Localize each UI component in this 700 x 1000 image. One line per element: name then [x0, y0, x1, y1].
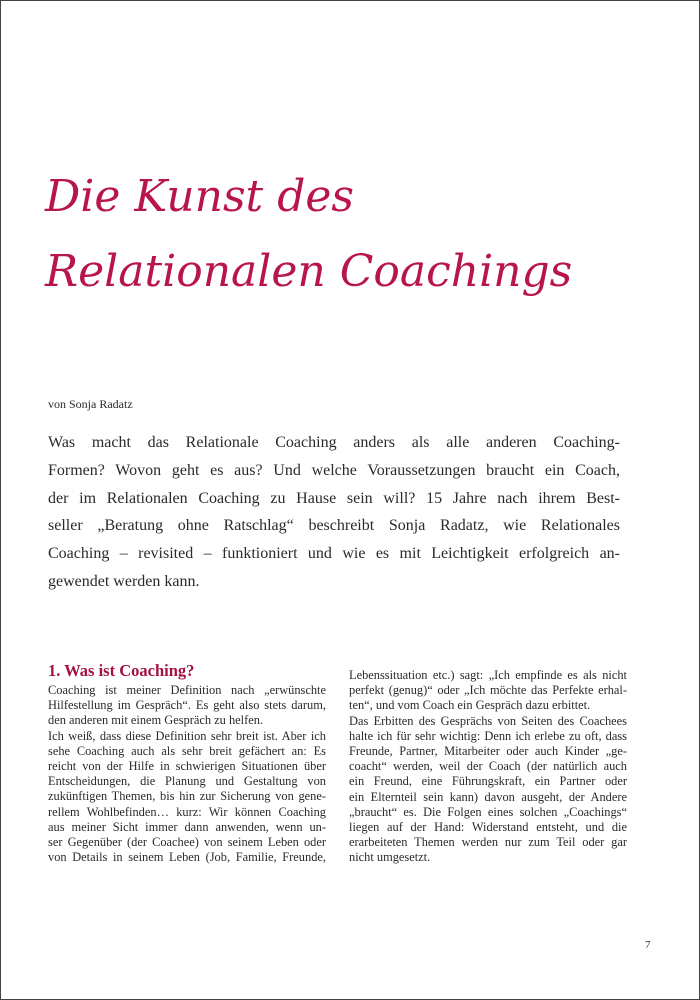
left-column: [48, 661, 326, 865]
text-line: nicht umgesetzt.: [349, 850, 431, 865]
text-line: Coaching – revisited – funktioniert und wie es mit Leichtigkeit erfolgreich an-: [48, 545, 620, 563]
text-line: rellem Wohlbefinden… kurz: Wir können Coaching: [48, 804, 326, 819]
author-byline: von Sonja Radatz: [48, 397, 133, 411]
title-line-1: Die Kunst des: [45, 171, 354, 222]
text-line: ein Elternteil sein kann) davon ausgeht, der Andere: [349, 789, 627, 804]
text-line: aus meiner Sicht immer dann anwenden, wenn un-: [48, 819, 326, 834]
text-line: reicht von der Hilfe in schwierigen Situationen über: [48, 758, 326, 773]
text-line: seller „Beratung ohne Ratschlag“ beschreibt Sonja Radatz, wie Relationales: [48, 517, 620, 535]
text-line: perfekt (genug)“ oder „Ich möchte das Perfekte erhal-: [349, 683, 627, 698]
text-line: Hilfestellung im Gespräch“. Es geht also stets darum,: [48, 698, 326, 713]
text-line: liegen auf der Hand: Widerstand entsteht, und die: [349, 819, 627, 834]
text-line: erarbeiteten Themen werden nur zum Teil oder gar: [349, 835, 627, 850]
text-line: der im Relationalen Coaching zu Hause sein will? 15 Jahre nach ihrem Best-: [48, 489, 620, 507]
text-line: ein Freund, eine Führungskraft, ein Partner oder: [349, 774, 627, 789]
text-line: ser Gegenüber (der Coachee) von seinem Leben oder: [48, 834, 326, 849]
text-line: ten“, und vom Coach ein Gespräch dazu erbittet.: [349, 698, 591, 713]
text-line: sehe Coaching auch als sehr breit gefächert an: Es: [48, 743, 326, 758]
title-line-2: Relationalen Coachings: [45, 246, 573, 297]
text-line: von Details in seinem Leben (Job, Familie, Freunde,: [48, 850, 326, 865]
text-line: Ich weiß, dass diese Definition sehr breit ist. Aber ich: [48, 728, 326, 743]
text-line: Das Erbitten des Gesprächs von Seiten des Coachees: [349, 713, 627, 728]
text-line: coacht“ werden, weil der Coach (der natürlich auch: [349, 759, 627, 774]
text-line: Freunde, Partner, Mitarbeiter oder auch Kinder „ge-: [349, 743, 627, 758]
right-column: [349, 668, 627, 865]
section-heading: 1. Was ist Coaching?: [48, 661, 195, 680]
text-line: den anderen mit einem Gespräch zu helfen.: [48, 713, 264, 728]
intro-paragraph: [48, 429, 620, 596]
page-number: 7: [645, 939, 651, 951]
text-line: „braucht“ es. Die Folgen eines solchen „Coachings“: [349, 804, 627, 819]
text-line: Coaching ist meiner Definition nach „erwünschte: [48, 683, 326, 697]
text-line: Lebenssituation etc.) sagt: „Ich empfinde es als nicht: [349, 668, 627, 682]
text-line: gewendet werden kann.: [48, 572, 200, 590]
text-line: Formen? Wovon geht es aus? Und welche Voraussetzungen braucht ein Coach,: [48, 461, 620, 479]
text-line: Was macht das Relationale Coaching anders als alle anderen Coaching-: [48, 434, 620, 451]
text-line: halte ich für sehr wichtig: Denn ich erlebe zu oft, dass: [349, 728, 627, 743]
text-line: zukünftigen Themen, bis hin zur Sicherung von gene-: [48, 789, 326, 804]
text-line: Entscheidungen, die Planung und Gestaltung von: [48, 774, 326, 789]
